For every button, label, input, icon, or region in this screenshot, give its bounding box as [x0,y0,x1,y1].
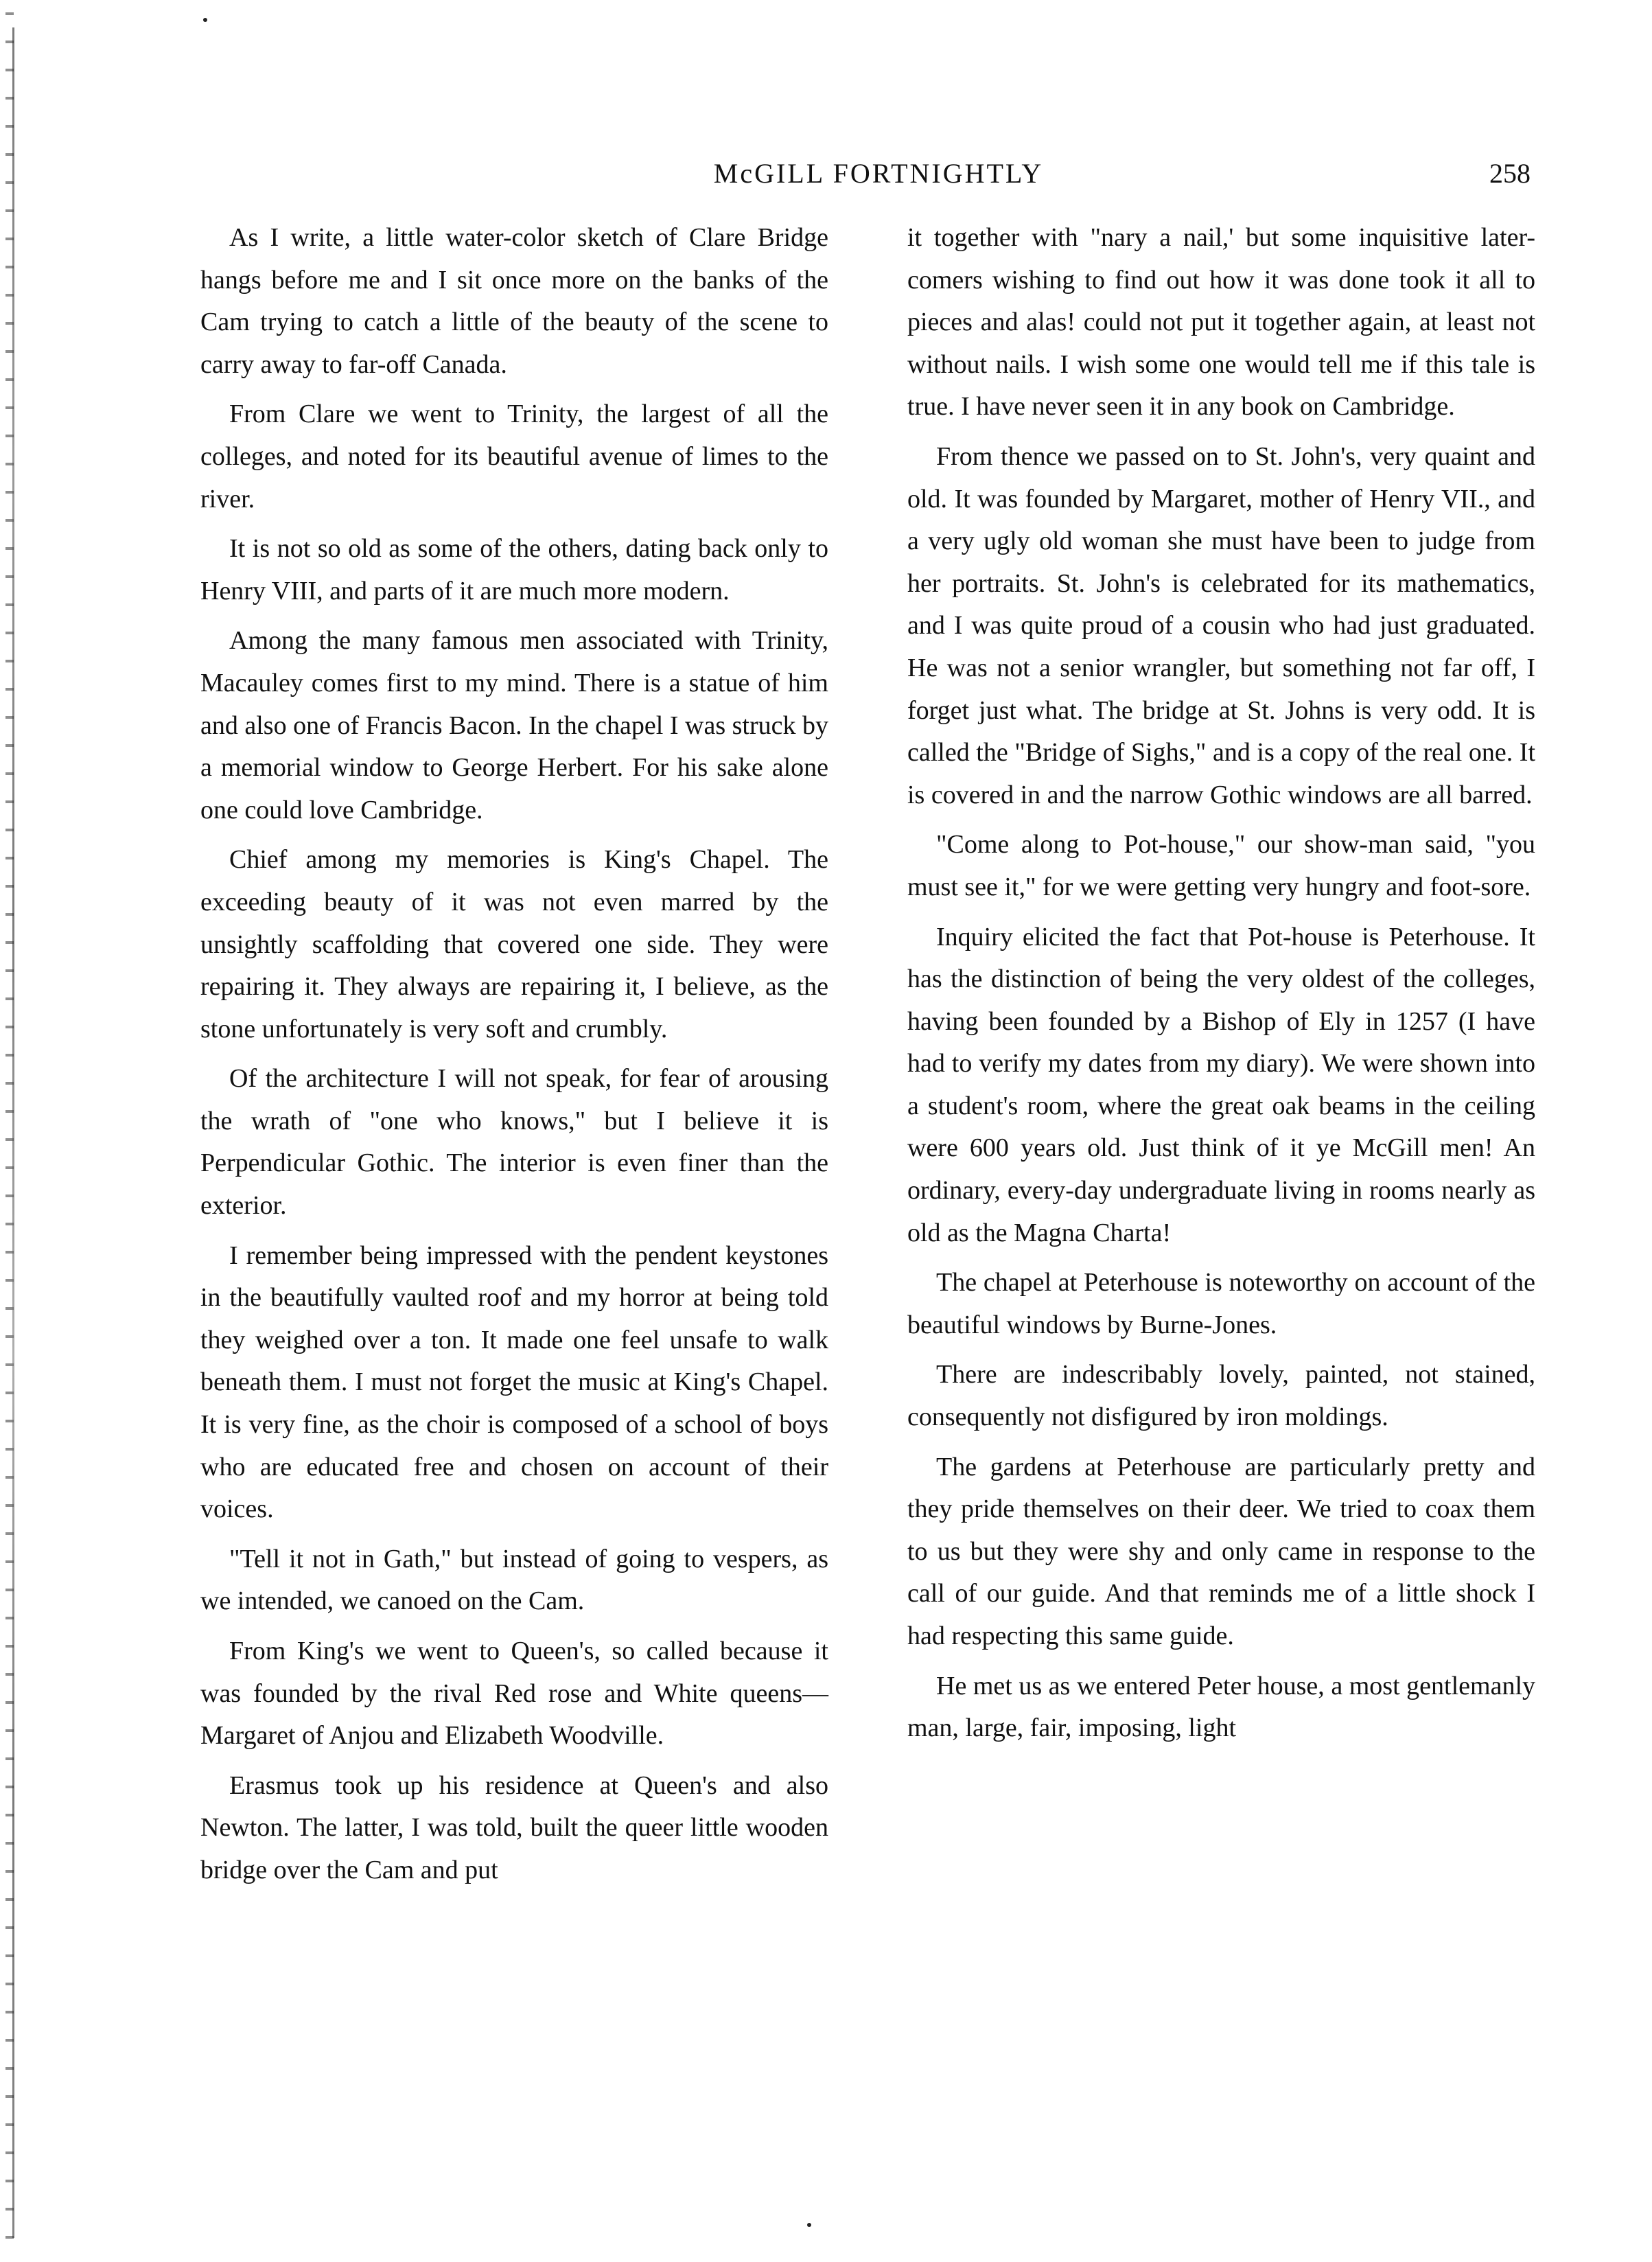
paragraph: I remember being impressed with the pendent keystones in the beautifully vaulted roof and my horror at being told they weighed over a ton. It made one feel unsafe to walk beneath them. I must not forget the music at King's Chapel. It is very fine, as the choir is composed of a school of boys who are educated free and chosen on account of their voices. [200,1240,828,1524]
paragraph: Of the architecture I will not speak, for fear of arousing the wrath of "one who knows," but I believe it is Perpendicular Gothic. The interior is even finer than the exterior. [200,1064,828,1221]
paragraph: The chapel at Peterhouse is noteworthy on account of the beautiful windows by Burne-Jones. [907,1268,1535,1339]
print-speck [807,2223,811,2227]
left-column [200,217,828,1900]
right-column [907,217,1535,1757]
binding-edge-line [12,27,14,2238]
paragraph: As I write, a little water-color sketch of Clare Bridge hangs before me and I sit once more on the banks of the Cam trying to catch a little of the beauty of the scene to carry away to far-off Canada. [200,223,828,379]
running-header [206,157,1531,191]
print-speck [203,18,207,22]
header-title: McGILL FORTNIGHTLY [713,158,1044,189]
paragraph: There are indescribably lovely, painted, not stained, consequently not disfigured by iron moldings. [907,1360,1535,1432]
paragraph: From thence we passed on to St. John's, very quaint and old. It was founded by Margaret, mother of Henry VII., and a very ugly old woman she must have been to judge from her portraits. St. John's is celebrated for its mathematics, and I was quite proud of a cousin who had just graduated. He was not a senior wrangler, but something not far off, I forget just what. The bridge at St. Johns is very odd. It is called the "Bridge of Sighs," and is a copy of the real one. It is covered in and the narrow Gothic windows are all barred. [907,441,1535,809]
paragraph: Among the many famous men associated with Trinity, Macauley comes first to my mind. There is a statue of him and also one of Francis Bacon. In the chapel I was struck by a memorial window to George Herbert. For his sake alone one could love Cambridge. [200,626,828,824]
paragraph: Inquiry elicited the fact that Pot-house is Peterhouse. It has the distinction of being the very oldest of the colleges, having been founded by a Bishop of Ely in 1257 (I have had to verify my dates from my diary). We were shown into a student's room, where the great oak beams in the ceiling were 600 years old. Just think of it ye McGill men! An ordinary, every-day undergraduate living in rooms nearly as old as the Magna Charta! [907,922,1535,1247]
paragraph: The gardens at Peterhouse are particularly pretty and they pride themselves on their deer. We tried to coax them to us but they were shy and only came in response to the call of our guide. And that reminds me of a little shock I had respecting this same guide. [907,1452,1535,1650]
paragraph: From King's we went to Queen's, so called because it was founded by the rival Red rose and White queens—Margaret of Anjou and Elizabeth Woodville. [200,1637,828,1751]
page-number: 258 [1489,158,1531,189]
paragraph: He met us as we entered Peter house, a most gentlemanly man, large, fair, imposing, light [907,1671,1535,1743]
paragraph: "Tell it not in Gath," but instead of going to vespers, as we intended, we canoed on the Cam. [200,1544,828,1616]
paragraph: "Come along to Pot-house," our show-man said, "you must see it," for we were getting very hungry and foot-sore. [907,830,1535,901]
paragraph: Erasmus took up his residence at Queen's and also Newton. The latter, I was told, built the queer little wooden bridge over the Cam and put [200,1770,828,1884]
paragraph: Chief among my memories is King's Chapel. The exceeding beauty of it was not even marred by the unsightly scaffolding that covered one side. They were repairing it. They always are repairing it, I believe, as the stone unfortunately is very soft and crumbly. [200,845,828,1043]
paragraph: From Clare we went to Trinity, the largest of all the colleges, and noted for its beautiful avenue of limes to the river. [200,400,828,513]
paragraph: It is not so old as some of the others, dating back only to Henry VIII, and parts of it are much more modern. [200,534,828,605]
paragraph-continued: it together with "nary a nail,' but some inquisitive later-comers wishing to find out how it was done took it all to pieces and alas! could not put it together again, at least not without nails. I wish some one would tell me if this tale is true. I have never seen it in any book on Cambridge. [907,223,1535,422]
